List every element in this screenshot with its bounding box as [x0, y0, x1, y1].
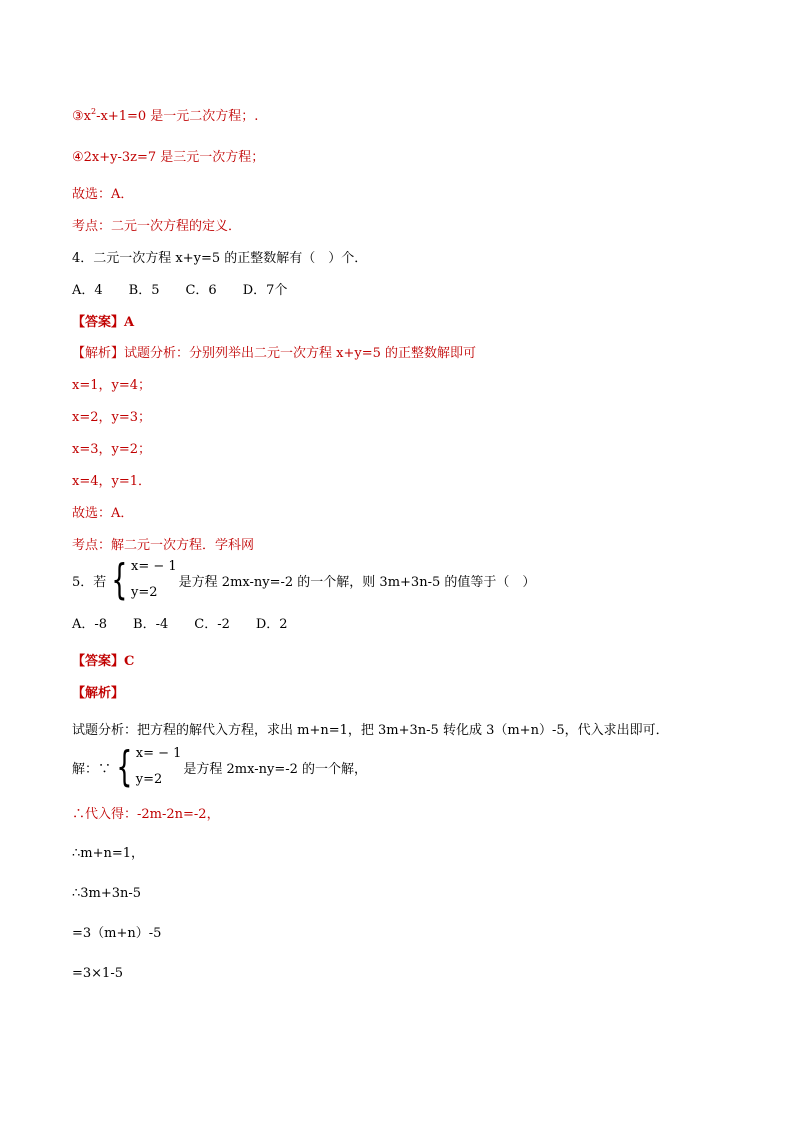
brace-symbol: {	[116, 742, 133, 791]
solution-intro-text: 是方程 2mx-ny=-2 的一个解，	[183, 761, 368, 777]
step-4: =3（m+n）-5	[72, 926, 162, 941]
brace-symbol: {	[111, 555, 128, 604]
solution-line-2: x=2，y=3；	[72, 410, 152, 425]
solution-eq-x: x= − 1	[135, 746, 182, 761]
equation-system	[131, 558, 177, 602]
solution-line-3: x=3，y=2；	[72, 442, 152, 457]
question-4-answer: 【答案】A	[72, 315, 135, 330]
knowledge-point-2: 考点：解二元一次方程．学科网	[72, 538, 255, 553]
solution-intro	[72, 742, 368, 791]
question-5-options: A．-8 B．-4 C．-2 D．2	[72, 617, 288, 632]
question-5-analysis-label: 【解析】	[72, 686, 125, 701]
item-3-text-rest: -x+1=0 是一元二次方程；.	[96, 109, 259, 124]
choice-line-2: 故选：A．	[72, 506, 134, 521]
solution-line-4: x=4，y=1．	[72, 474, 152, 489]
question-4-options: A．4 B．5 C．6 D．7个	[72, 283, 288, 298]
question-5-answer: 【答案】C	[72, 654, 135, 669]
step-5: =3×1-5	[72, 966, 123, 981]
step-3: ∴3m+3n-5	[72, 886, 142, 901]
item-4-line: ④2x+y-3z=7 是三元一次方程；	[72, 150, 265, 165]
solution-eq-y: y=2	[135, 772, 163, 787]
item-3-line	[72, 108, 258, 126]
solution-line-1: x=1，y=4；	[72, 378, 152, 393]
solution-equation-system	[136, 745, 182, 789]
question-5	[72, 555, 536, 604]
question-4: 4．二元一次方程 x+y=5 的正整数解有（ ）个．	[72, 251, 368, 266]
superscript-2: 2	[91, 107, 97, 116]
step-1: ∴代入得：-2m-2n=-2，	[72, 807, 220, 822]
question-5-idea: 试题分析：把方程的解代入方程，求出 m+n=1，把 3m+3n-5 转化成 3（m+n）-5，代入求出即可．	[72, 723, 669, 738]
item-3-text: ③x	[72, 109, 91, 124]
knowledge-point-1: 考点：二元一次方程的定义．	[72, 219, 242, 234]
question-5-text: 是方程 2mx-ny=-2 的一个解，则 3m+3n-5 的值等于（ ）	[178, 574, 536, 590]
choice-line-1: 故选：A．	[72, 187, 134, 202]
question-5-prefix: 5．若	[72, 574, 107, 590]
solution-prefix: 解：∵	[72, 761, 112, 777]
system-eq-y: y=2	[131, 585, 158, 600]
step-2: ∴m+n=1，	[72, 846, 145, 861]
system-eq-x: x= − 1	[131, 559, 177, 574]
question-4-analysis: 【解析】试题分析：分别列举出二元一次方程 x+y=5 的正整数解即可	[72, 346, 476, 361]
